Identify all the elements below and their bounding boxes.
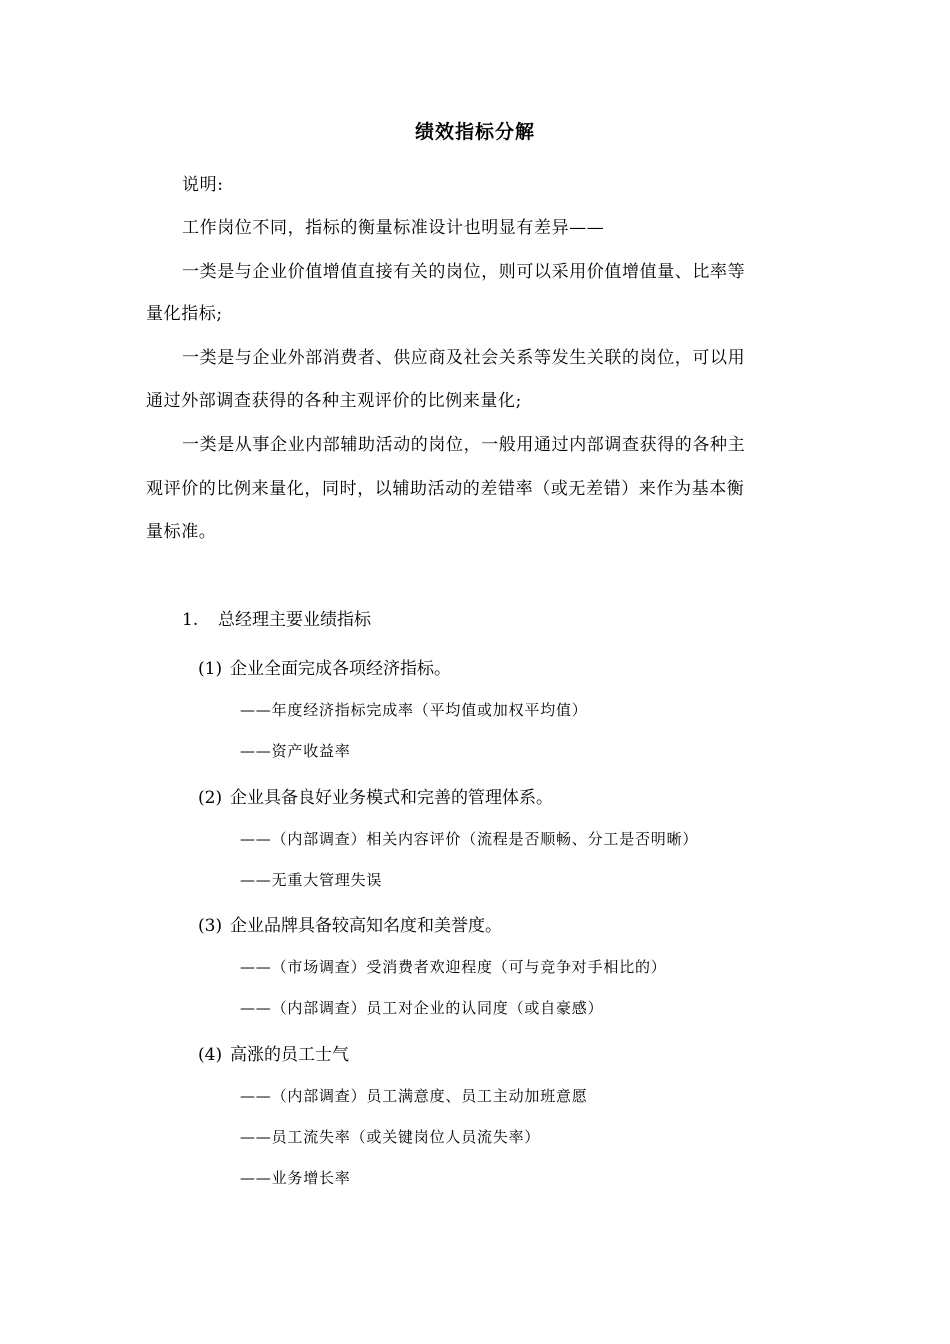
item-heading bbox=[198, 1040, 349, 1065]
paragraph-3-line-1: 一类是从事企业内部辅助活动的岗位，一般用通过内部调查获得的各种主 bbox=[182, 435, 746, 455]
bullet-item: ——年度经济指标完成率（平均值或加权平均值） bbox=[240, 701, 588, 719]
item-text: 企业品牌具备较高知名度和美誉度。 bbox=[230, 916, 502, 936]
paragraph-3-line-2: 观评价的比例来量化，同时，以辅助活动的差错率（或无差错）来作为基本衡 bbox=[146, 479, 745, 499]
item-text: 高涨的员工士气 bbox=[230, 1045, 349, 1065]
bullet-item: ——员工流失率（或关键岗位人员流失率） bbox=[240, 1128, 541, 1146]
item-number: (3) bbox=[198, 916, 223, 936]
bullet-item: ——无重大管理失误 bbox=[240, 871, 383, 889]
item-heading bbox=[198, 654, 451, 679]
section-title: 总经理主要业绩指标 bbox=[218, 610, 371, 630]
section-heading bbox=[182, 605, 371, 630]
item-number: (4) bbox=[198, 1045, 223, 1065]
bullet-item: ——资产收益率 bbox=[240, 742, 351, 760]
item-number: (1) bbox=[198, 659, 223, 679]
item-heading bbox=[198, 911, 502, 936]
paragraph-2-line-1: 一类是与企业外部消费者、供应商及社会关系等发生关联的岗位，可以用 bbox=[182, 348, 746, 368]
bullet-item: ——（内部调查）相关内容评价（流程是否顺畅、分工是否明晰） bbox=[240, 830, 699, 848]
bullet-item: ——（内部调查）员工对企业的认同度（或自豪感） bbox=[240, 999, 604, 1017]
item-text: 企业具备良好业务模式和完善的管理体系。 bbox=[230, 788, 553, 808]
paragraph-1-line-2: 量化指标; bbox=[146, 304, 223, 324]
section-number: 1. bbox=[182, 610, 199, 630]
item-heading bbox=[198, 783, 553, 808]
paragraph-2-line-2: 通过外部调查获得的各种主观评价的比例来量化; bbox=[146, 391, 522, 411]
bullet-item: ——（市场调查）受消费者欢迎程度（可与竞争对手相比的） bbox=[240, 958, 667, 976]
intro-line: 工作岗位不同，指标的衡量标准设计也明显有差异—— bbox=[182, 218, 605, 238]
item-number: (2) bbox=[198, 788, 223, 808]
item-text: 企业全面完成各项经济指标。 bbox=[230, 659, 451, 679]
bullet-item: ——（内部调查）员工满意度、员工主动加班意愿 bbox=[240, 1087, 588, 1105]
paragraph-1-line-1: 一类是与企业价值增值直接有关的岗位，则可以采用价值增值量、比率等 bbox=[182, 262, 746, 282]
intro-label: 说明: bbox=[182, 175, 224, 195]
document-title: 绩效指标分解 bbox=[414, 121, 535, 143]
bullet-item: ——业务增长率 bbox=[240, 1169, 351, 1187]
paragraph-3-line-3: 量标准。 bbox=[146, 522, 217, 542]
